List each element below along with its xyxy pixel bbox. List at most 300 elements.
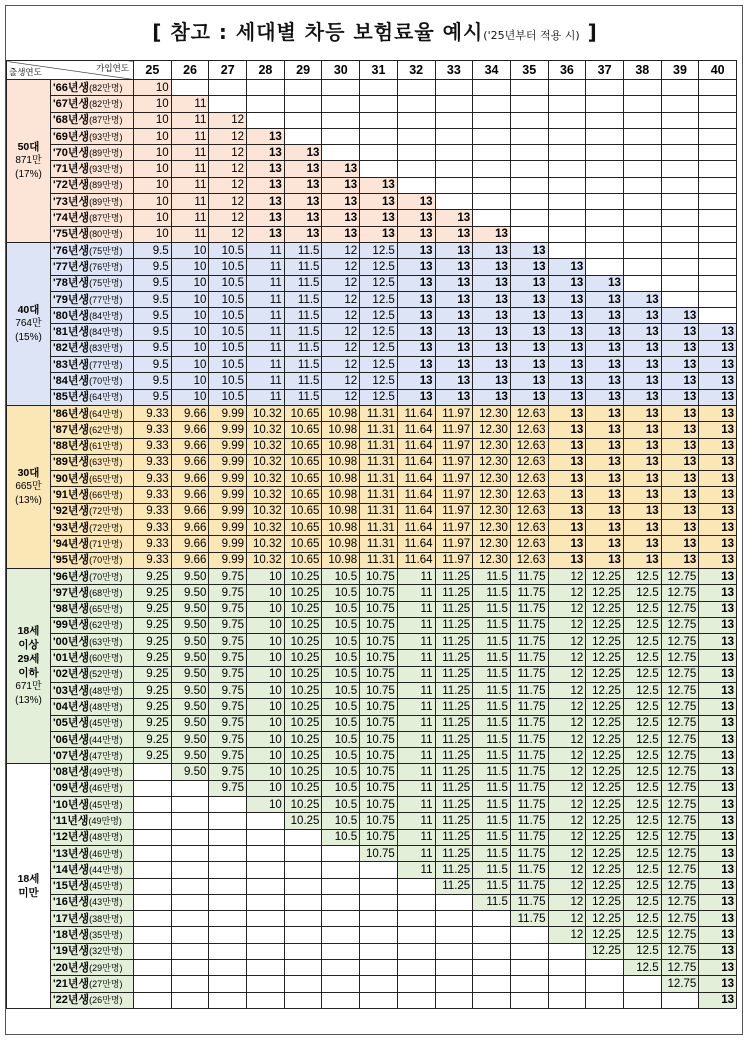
rate-cell: 12.75 [661,894,699,910]
rate-cell [134,894,172,910]
rate-cell: 13 [699,943,737,959]
rate-cell: 11.5 [473,813,511,829]
rate-cell [548,943,586,959]
table-row [7,699,737,715]
rate-cell: 10.25 [284,650,322,666]
rate-cell [247,911,285,927]
rate-cell [397,80,435,96]
rate-cell: 13 [435,357,473,373]
title-main: [ 참고 : 세대별 차등 보험료율 예시 [152,20,484,44]
rate-cell: 11.25 [435,731,473,747]
rate-cell: 10.75 [360,829,398,845]
rate-cell: 13 [661,438,699,454]
rate-cell [209,845,247,861]
rate-cell: 13 [284,161,322,177]
rate-cell: 13 [510,275,548,291]
header-row [7,61,737,80]
birth-count: (44만명) [89,864,123,875]
rate-cell: 9.50 [171,731,209,747]
rate-cell: 13 [284,177,322,193]
rate-cell: 13 [661,373,699,389]
birth-year-label [51,634,134,650]
rate-cell: 12.25 [586,797,624,813]
rate-cell: 11.25 [435,878,473,894]
rate-cell: 9.25 [134,666,172,682]
rate-cell: 12.75 [661,634,699,650]
rate-cell [322,976,360,992]
rate-cell: 13 [322,177,360,193]
rate-cell [623,242,661,258]
rate-cell: 10 [247,731,285,747]
rate-cell: 9.50 [171,682,209,698]
rate-cell: 13 [360,194,398,210]
table-row [7,878,737,894]
year-header: 38 [623,61,661,80]
rate-cell: 12.25 [586,715,624,731]
rate-cell [171,992,209,1008]
rate-cell: 13 [435,226,473,242]
birth-year: '86년생 [53,407,90,420]
rate-cell: 12.5 [623,699,661,715]
rate-cell: 9.33 [134,454,172,470]
rate-cell [322,943,360,959]
rate-cell: 10.25 [284,764,322,780]
rate-cell: 13 [247,194,285,210]
rate-cell [661,177,699,193]
birth-year: '95년생 [53,554,90,567]
rate-cell: 10.5 [209,259,247,275]
rate-cell: 12.5 [623,943,661,959]
rate-cell [322,862,360,878]
rate-cell: 13 [586,471,624,487]
rate-cell: 10.98 [322,536,360,552]
rate-cell [435,112,473,128]
page-title [0,16,750,45]
rate-cell: 12.75 [661,666,699,682]
rate-cell: 12 [548,601,586,617]
rate-cell [134,845,172,861]
rate-cell: 9.66 [171,520,209,536]
rate-cell: 10.25 [284,797,322,813]
rate-cell: 11.5 [284,242,322,258]
rate-cell: 13 [548,487,586,503]
rate-cell: 10.25 [284,682,322,698]
rate-cell [397,992,435,1008]
rate-cell: 11.75 [510,862,548,878]
rate-cell: 9.66 [171,422,209,438]
rate-cell [360,992,398,1008]
rate-cell [586,242,624,258]
rate-cell [623,976,661,992]
rate-cell: 11.5 [473,568,511,584]
rate-cell: 12.5 [623,650,661,666]
rate-cell [284,96,322,112]
rate-cell: 10 [171,340,209,356]
birth-year: '00년생 [53,635,90,648]
rate-cell [586,992,624,1008]
rate-cell: 12 [209,226,247,242]
birth-year: '06년생 [53,733,90,746]
rate-cell: 9.75 [209,617,247,633]
rate-cell [284,960,322,976]
rate-cell: 12 [548,666,586,682]
rate-cell [510,927,548,943]
rate-cell: 9.25 [134,601,172,617]
rate-cell: 10.32 [247,471,285,487]
rate-cell: 10.25 [284,568,322,584]
rate-cell: 13 [586,275,624,291]
birth-year: '99년생 [53,619,90,632]
table-row [7,666,737,682]
rate-cell [661,96,699,112]
rate-cell: 11.31 [360,552,398,568]
rate-cell: 10.5 [322,601,360,617]
rate-cell [548,161,586,177]
rate-cell [699,275,737,291]
rate-cell: 13 [548,520,586,536]
birth-year-label [51,145,134,161]
rate-cell: 11 [397,568,435,584]
rate-cell: 11.5 [473,780,511,796]
rate-cell: 10.5 [322,731,360,747]
rate-cell: 13 [548,438,586,454]
rate-cell [435,145,473,161]
rate-cell: 11.5 [473,764,511,780]
rate-cell: 10.5 [322,829,360,845]
rate-cell: 11.75 [510,764,548,780]
rate-cell: 10 [134,80,172,96]
rate-cell: 10 [134,210,172,226]
year-header: 25 [134,61,172,80]
rate-cell [435,911,473,927]
rate-cell: 11.97 [435,503,473,519]
rate-cell: 12 [322,275,360,291]
rate-cell [284,128,322,144]
birth-year: '09년생 [53,782,90,795]
rate-cell: 9.50 [171,634,209,650]
rate-cell: 12.75 [661,976,699,992]
rate-cell: 13 [661,471,699,487]
rate-cell [397,96,435,112]
birth-count: (38만명) [89,913,123,924]
birth-year-label [51,80,134,96]
birth-count: (76만명) [89,261,123,272]
rate-cell: 12.25 [586,845,624,861]
birth-count: (48만명) [89,685,123,696]
table-row [7,291,737,307]
table-row [7,520,737,536]
rate-cell: 11 [247,324,285,340]
rate-cell: 12.75 [661,797,699,813]
rate-cell: 12 [209,161,247,177]
rate-cell [473,210,511,226]
rate-cell: 13 [586,503,624,519]
birth-count: (29만명) [89,962,123,973]
rate-cell: 11 [247,340,285,356]
rate-cell [134,992,172,1008]
birth-year: '13년생 [53,847,90,860]
rate-cell: 12.75 [661,862,699,878]
birth-year: '08년생 [53,766,90,779]
rate-cell [435,177,473,193]
birth-count: (63만명) [89,636,123,647]
birth-count: (82만명) [89,98,123,109]
age-group-cell [7,242,51,405]
rate-cell: 13 [397,389,435,405]
rate-cell: 9.5 [134,259,172,275]
rate-cell: 9.33 [134,438,172,454]
rate-cell: 12.5 [623,894,661,910]
birth-count: (80만명) [89,229,123,240]
rate-cell [510,976,548,992]
rate-cell: 13 [397,340,435,356]
table-row [7,308,737,324]
rate-cell: 12 [322,242,360,258]
rate-cell [397,112,435,128]
table-row [7,601,737,617]
birth-count: (77만명) [89,359,123,370]
rate-cell: 12.5 [360,373,398,389]
rate-cell: 13 [397,308,435,324]
rate-cell: 13 [623,536,661,552]
rate-cell: 10.65 [284,552,322,568]
rate-cell [623,194,661,210]
rate-cell: 10.98 [322,520,360,536]
rate-cell: 10 [247,650,285,666]
rate-cell: 13 [661,503,699,519]
rate-cell [510,960,548,976]
birth-year-label [51,731,134,747]
rate-cell: 13 [473,242,511,258]
rate-cell [171,911,209,927]
rate-cell: 9.25 [134,650,172,666]
rate-cell: 13 [473,226,511,242]
rate-cell: 10 [134,226,172,242]
rate-cell [322,96,360,112]
rate-cell: 13 [510,340,548,356]
rate-cell: 12.75 [661,568,699,584]
rate-cell: 12 [548,813,586,829]
rate-cell: 13 [284,226,322,242]
rate-cell: 11.5 [473,845,511,861]
rate-cell: 11 [171,145,209,161]
year-header: 30 [322,61,360,80]
rate-cell: 11 [397,650,435,666]
rate-cell [134,911,172,927]
rate-cell: 10.75 [360,845,398,861]
rate-cell: 10 [247,617,285,633]
rate-cell: 11 [397,731,435,747]
rate-cell: 10.65 [284,487,322,503]
rate-cell: 9.75 [209,585,247,601]
table-row [7,177,737,193]
table-row [7,128,737,144]
rate-cell: 11.75 [510,878,548,894]
rate-cell: 10.25 [284,601,322,617]
rate-cell [586,145,624,161]
rate-cell: 12.25 [586,813,624,829]
rate-cell [322,112,360,128]
rate-cell [699,291,737,307]
birth-year-label [51,601,134,617]
rate-cell: 13 [586,291,624,307]
rate-cell: 9.99 [209,552,247,568]
rate-cell [661,161,699,177]
rate-cell: 12.25 [586,829,624,845]
rate-cell: 10.32 [247,520,285,536]
rate-cell: 11.97 [435,487,473,503]
rate-cell: 11.25 [435,666,473,682]
rate-cell [209,992,247,1008]
rate-cell: 12.30 [473,471,511,487]
rate-cell: 13 [548,291,586,307]
rate-cell: 10.98 [322,438,360,454]
rate-cell [171,813,209,829]
rate-cell: 13 [699,617,737,633]
rate-cell: 13 [699,324,737,340]
rate-cell [699,242,737,258]
rate-cell: 11.64 [397,454,435,470]
rate-cell [209,80,247,96]
rate-cell: 11.25 [435,862,473,878]
rate-cell [209,911,247,927]
rate-cell [360,894,398,910]
rate-cell [397,911,435,927]
rate-cell: 13 [510,389,548,405]
rate-cell: 12.5 [623,813,661,829]
birth-year-label [51,927,134,943]
table-row [7,324,737,340]
rate-cell: 13 [699,357,737,373]
rate-cell: 13 [699,340,737,356]
birth-count: (44만명) [89,734,123,745]
rate-cell: 12 [548,650,586,666]
rate-cell: 11 [397,780,435,796]
age-group-population: 871만 [15,154,42,166]
rate-cell: 12 [322,308,360,324]
birth-year: '98년생 [53,603,90,616]
rate-cell [360,976,398,992]
birth-count: (43만명) [89,897,123,908]
rate-cell: 11.5 [473,634,511,650]
rate-cell: 12.63 [510,503,548,519]
rate-cell: 10.65 [284,454,322,470]
rate-cell: 12.5 [360,275,398,291]
birth-count: (70만명) [89,571,123,582]
age-group-name: 18세 이상 29세 이하 [17,625,40,680]
rate-cell: 9.25 [134,617,172,633]
rate-cell: 10.5 [322,764,360,780]
rate-cell: 9.33 [134,487,172,503]
rate-cell [510,226,548,242]
table-row [7,715,737,731]
birth-count: (62만명) [89,620,123,631]
birth-year-label [51,357,134,373]
rate-cell [284,829,322,845]
rate-cell: 9.50 [171,748,209,764]
rate-cell: 13 [435,291,473,307]
rate-cell: 10.75 [360,585,398,601]
rate-cell: 11.97 [435,438,473,454]
rate-cell: 11.25 [435,764,473,780]
year-header: 31 [360,61,398,80]
rate-cell: 11.25 [435,797,473,813]
rate-cell: 12.5 [623,715,661,731]
rate-cell: 13 [661,552,699,568]
rate-cell: 12.5 [623,568,661,584]
birth-count: (52만명) [89,669,123,680]
rate-cell: 12 [322,291,360,307]
rate-cell [171,829,209,845]
rate-cell: 11.75 [510,568,548,584]
rate-cell: 10.32 [247,422,285,438]
rate-cell: 12.25 [586,780,624,796]
rate-cell: 13 [661,520,699,536]
table-row [7,438,737,454]
rate-cell: 9.5 [134,373,172,389]
rate-cell [247,80,285,96]
rate-cell [322,80,360,96]
rate-cell: 12.75 [661,813,699,829]
corner-header [7,61,134,80]
rate-cell: 11.5 [284,259,322,275]
rate-cell: 13 [623,357,661,373]
rate-cell: 13 [699,438,737,454]
rate-cell: 12 [209,194,247,210]
rate-cell [134,780,172,796]
rate-cell: 9.99 [209,422,247,438]
table-row [7,471,737,487]
rate-cell [171,976,209,992]
rate-cell: 10.5 [209,242,247,258]
rate-cell [699,308,737,324]
rate-cell: 10 [247,666,285,682]
rate-cell: 11.31 [360,487,398,503]
rate-cell: 10.65 [284,405,322,421]
rate-cell [171,927,209,943]
rate-cell [623,177,661,193]
rate-cell: 12.25 [586,927,624,943]
birth-year-label [51,813,134,829]
rate-cell: 11.75 [510,731,548,747]
rate-cell: 13 [548,503,586,519]
rate-cell: 13 [397,291,435,307]
rate-cell: 10.5 [322,682,360,698]
table-row [7,976,737,992]
rate-cell: 11.5 [473,650,511,666]
rate-cell: 11 [171,177,209,193]
rate-cell: 13 [699,764,737,780]
rate-cell: 13 [623,324,661,340]
birth-year-label [51,405,134,421]
rate-cell: 11 [397,748,435,764]
rate-cell: 11.25 [435,748,473,764]
rate-cell: 10.5 [209,308,247,324]
rate-cell [171,862,209,878]
table-row [7,585,737,601]
rate-cell: 11.75 [510,650,548,666]
rate-cell: 11.64 [397,503,435,519]
rate-cell [510,96,548,112]
rate-cell: 13 [699,585,737,601]
rate-cell: 13 [548,552,586,568]
rate-cell: 12.25 [586,650,624,666]
rate-cell: 12.5 [623,911,661,927]
rate-cell: 12.75 [661,601,699,617]
rate-cell: 13 [623,454,661,470]
rate-cell: 10.32 [247,552,285,568]
rate-cell: 13 [247,161,285,177]
